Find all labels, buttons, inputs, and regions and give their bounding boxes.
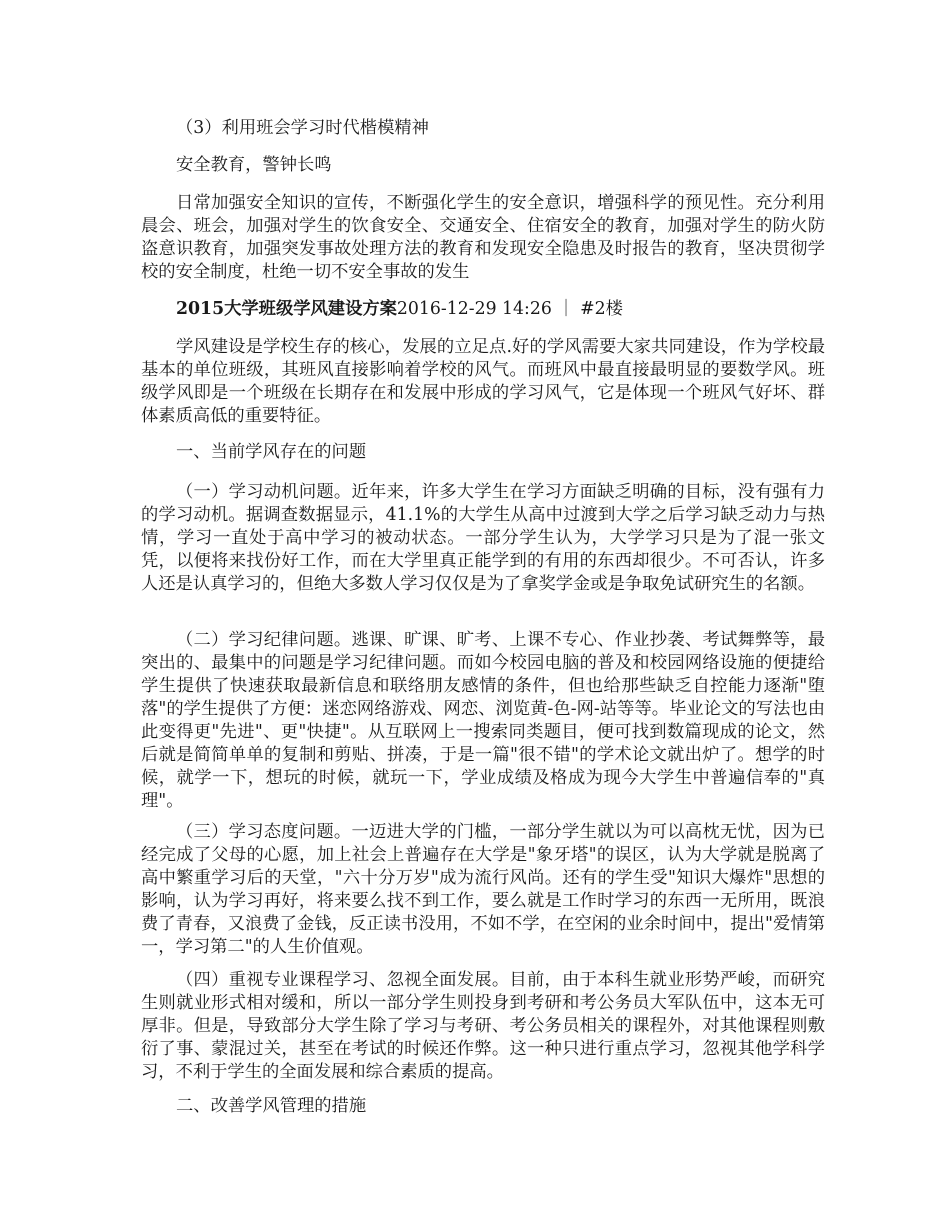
paragraph-class-meeting: （3）利用班会学习时代楷模精神	[176, 118, 429, 138]
paragraph-discipline: （二）学习纪律问题。逃课、旷课、旷考、上课不专心、作业抄袭、考试舞弊等，最突出的、最集中的问题是学习纪律问题。而如今校园电脑的普及和校园网络设施的便捷给学生提供了快速获取最新信息和联络朋友感情的条件，但也给那些缺乏自控能力逐渐"堕落"的学生提供了方便：迷恋网络游戏、网恋、浏览黄-色-网-站等等。毕业论文的写法也由此变得更"先进"、更"快捷"。从互联网上一搜索同类题目，便可找到数篇现成的论文，然后就是简简单单的复制和剪贴、拼凑，于是一篇"很不错"的学术论文就出炉了。想学的时候，就学一下，想玩的时候，就玩一下，学业成绩及格成为现今大学生中普遍信奉的"真理"。	[141, 630, 825, 811]
paragraph-specialization: （四）重视专业课程学习、忽视全面发展。目前，由于本科生就业形势严峻，而研究生则就业形式相对缓和，所以一部分学生则投身到考研和考公务员大军队伍中，这本无可厚非。但是，导致部分大学生除了学习与考研、考公务员相关的课程外，对其他课程则敷衍了事、蒙混过关，甚至在考试的时候还作弊。这一种只进行重点学习，忽视其他学科学习，不利于学生的全面发展和综合素质的提高。	[141, 970, 825, 1082]
post-meta: 2016-12-29 14:26 ｜ #2楼	[396, 299, 623, 319]
paragraph-safety-education: 日常加强安全知识的宣传，不断强化学生的安全意识，增强科学的预见性。充分利用晨会、班会，加强对学生的饮食安全、交通安全、住宿安全的教育，加强对学生的防火防盗意识教育，加强突发事故处理方法的教育和发现安全隐患及时报告的教育，坚决贯彻学校的安全制度，杜绝一切不安全事故的发生	[141, 193, 825, 282]
paragraph-safety-heading: 安全教育，警钟长鸣	[176, 155, 332, 175]
section-heading-measures: 二、改善学风管理的措施	[176, 1096, 367, 1116]
paragraph-intro: 学风建设是学校生存的核心，发展的立足点.好的学风需要大家共同建设，作为学校最基本的单位班级，其班风直接影响着学校的风气。而班风中最直接最明显的要数学风。班级学风即是一个班级在长期存在和发展中形成的学习风气，它是体现一个班风气好坏、群体素质高低的重要特征。	[141, 337, 825, 426]
section-heading-problems: 一、当前学风存在的问题	[176, 442, 367, 462]
post-header	[176, 298, 623, 321]
paragraph-motivation: （一）学习动机问题。近年来，许多大学生在学习方面缺乏明确的目标，没有强有力的学习动机。据调查数据显示，41.1%的大学生从高中过渡到大学之后学习缺乏动力与热情，学习一直处于高中学习的被动状态。一部分学生认为，大学学习只是为了混一张文凭，以便将来找份好工作，而在大学里真正能学到的有用的东西却很少。不可否认，许多人还是认真学习的，但绝大多数人学习仅仅是为了拿奖学金或是争取免试研究生的名额。	[141, 482, 825, 594]
paragraph-attitude: （三）学习态度问题。一迈进大学的门槛，一部分学生就以为可以高枕无忧，因为已经完成了父母的心愿，加上社会上普遍存在大学是"象牙塔"的误区，认为大学就是脱离了高中繁重学习后的天堂，"六十分万岁"成为流行风尚。还有的学生受"知识大爆炸"思想的影响，认为学习再好，将来要么找不到工作，要么就是工作时学习的东西一无所用，既浪费了青春，又浪费了金钱，反正读书没用，不如不学，在空闲的业余时间中，提出"爱情第一，学习第二"的人生价值观。	[141, 822, 825, 957]
post-title: 2015大学班级学风建设方案	[176, 299, 397, 319]
